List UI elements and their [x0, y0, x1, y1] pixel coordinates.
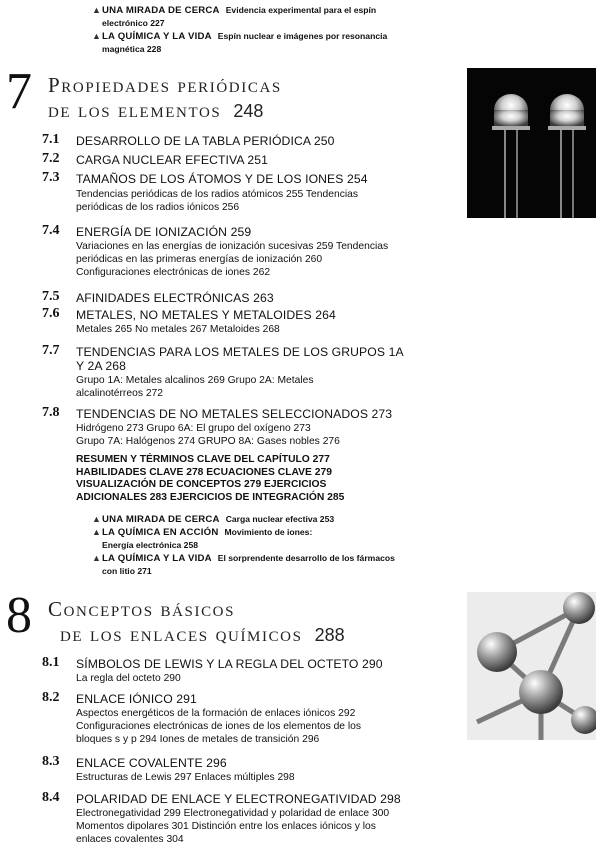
section-number: 7.5 [42, 289, 60, 304]
section-number: 7.4 [42, 223, 60, 238]
chapter-page: 248 [233, 101, 264, 121]
section-title: SÍMBOLOS DE LEWIS Y LA REGLA DEL OCTETO 290 [76, 657, 383, 671]
chapter-title-line1: Conceptos básicos [48, 597, 236, 621]
section-number: 7.3 [42, 170, 60, 185]
triangle-icon: ▲ [92, 5, 101, 15]
subsection-list: Grupo 1A: Metales alcalinos 269 Grupo 2A: Metales alcalinotérreos 272 [76, 375, 314, 399]
subsection-list: La regla del octeto 290 [76, 673, 181, 684]
led-photo [467, 68, 596, 218]
subsection-list: Metales 265 No metales 267 Metaloides 268 [76, 324, 280, 335]
feature-box-chem-action: ▲LA QUÍMICA EN ACCIÓN Movimiento de iones: Energía electrónica 258 [92, 527, 313, 550]
subsection-list: Variaciones en las energías de ionización sucesivas 259 Tendencias periódicas en las primeras energías de ionización 260 Configuraciones electrónicas de iones 262 [76, 241, 389, 278]
section-number: 7.6 [42, 306, 60, 321]
section-title: ENERGÍA DE IONIZACIÓN 259 [76, 225, 252, 239]
section-number: 7.1 [42, 132, 60, 147]
chapter-title-line2: de los enlaces químicos 288 [60, 622, 345, 646]
triangle-icon: ▲ [92, 553, 101, 563]
atomium-image [467, 592, 596, 740]
section-number: 8.2 [42, 690, 60, 705]
section-number: 8.3 [42, 754, 60, 769]
section-number: 7.7 [42, 343, 60, 358]
section-title: ENLACE IÓNICO 291 [76, 692, 197, 706]
feature-box-closer-look: ▲UNA MIRADA DE CERCA Carga nuclear efectiva 253 [92, 514, 335, 525]
subsection-list: Aspectos energéticos de la formación de enlaces iónicos 292 Configuraciones electrónicas de iones de los elementos de los bloques s y p 294 Iones de metales de transición 296 [76, 708, 362, 745]
section-title: TENDENCIAS PARA LOS METALES DE LOS GRUPOS 1A Y 2A 268 [76, 345, 404, 373]
triangle-icon: ▲ [92, 514, 101, 524]
chapter-summary: RESUMEN Y TÉRMINOS CLAVE DEL CAPÍTULO 277 HABILIDADES CLAVE 278 ECUACIONES CLAVE 279 VISUALIZACIÓN DE CONCEPTOS 279 EJERCICIOS ADICIONALES 283 EJERCICIOS DE INTEGRACIÓN 285 [76, 454, 345, 503]
section-title: TAMAÑOS DE LOS ÁTOMOS Y DE LOS IONES 254 [76, 172, 368, 186]
feature-box-chem-life-nmr: ▲LA QUÍMICA Y LA VIDA Espín nuclear e imágenes por resonancia magnética 228 [92, 31, 388, 54]
section-title: DESARROLLO DE LA TABLA PERIÓDICA 250 [76, 134, 335, 148]
chapter-page: 288 [314, 625, 345, 645]
led-image [467, 68, 596, 218]
triangle-icon: ▲ [92, 527, 101, 537]
section-number: 8.1 [42, 655, 60, 670]
section-title: METALES, NO METALES Y METALOIDES 264 [76, 308, 336, 322]
section-title: AFINIDADES ELECTRÓNICAS 263 [76, 291, 274, 305]
section-title: ENLACE COVALENTE 296 [76, 756, 227, 770]
chapter-title-line2: de los elementos 248 [48, 98, 264, 122]
section-title: CARGA NUCLEAR EFECTIVA 251 [76, 153, 269, 167]
chapter-title-line1: Propiedades periódicas [48, 73, 282, 97]
feature-box-closer-look-spin: ▲UNA MIRADA DE CERCA Evidencia experimental para el espín electrónico 227 [92, 5, 377, 28]
triangle-icon: ▲ [92, 31, 101, 41]
section-number: 7.2 [42, 151, 60, 166]
subsection-list: Tendencias periódicas de los radios atómicos 255 Tendencias periódicas de los radios iónicos 256 [76, 189, 359, 213]
section-title: POLARIDAD DE ENLACE Y ELECTRONEGATIVIDAD 298 [76, 792, 401, 806]
feature-box-chem-life: ▲LA QUÍMICA Y LA VIDA El sorprendente desarrollo de los fármacos con litio 271 [92, 553, 395, 576]
section-number: 8.4 [42, 790, 60, 805]
subsection-list: Electronegatividad 299 Electronegatividad y polaridad de enlace 300 Momentos dipolares 301 Distinción entre los enlaces iónicos y los enlaces covalentes 304 [76, 808, 390, 845]
atomium-photo [467, 592, 596, 740]
subsection-list: Estructuras de Lewis 297 Enlaces múltiples 298 [76, 772, 295, 783]
section-number: 7.8 [42, 405, 60, 420]
subsection-list: Hidrógeno 273 Grupo 6A: El grupo del oxígeno 273 Grupo 7A: Halógenos 274 GRUPO 8A: Gases nobles 276 [76, 423, 340, 447]
section-title: TENDENCIAS DE NO METALES SELECCIONADOS 273 [76, 407, 393, 421]
chapter-number: 8 [6, 587, 32, 644]
chapter-number: 7 [6, 63, 32, 120]
